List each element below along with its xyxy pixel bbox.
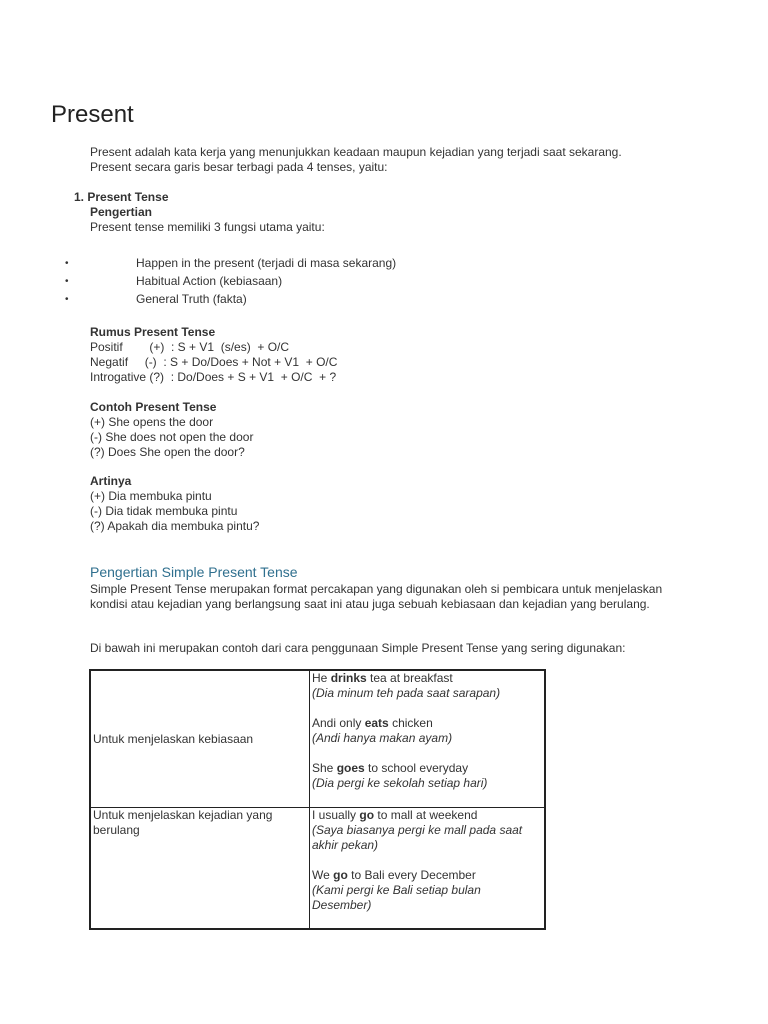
example-sentence: He drinks tea at breakfast: [312, 671, 453, 685]
list-item: [0, 256, 768, 274]
section-title-simple-present: Pengertian Simple Present Tense: [90, 564, 298, 580]
table-row: [90, 808, 545, 930]
present-tense-description: Present tense memiliki 3 fungsi utama yaitu:: [90, 220, 325, 234]
simple-present-paragraph: Simple Present Tense merupakan format percakapan yang digunakan oleh si pembicara untuk menjelaskan kondisi atau kejadian yang berlangsung saat ini atau juga sebuah kebiasaan dan kejadian yang berulang.: [90, 582, 663, 611]
usage-intro-paragraph: Di bawah ini merupakan contoh dari cara penggunaan Simple Present Tense yang sering digunakan:: [90, 641, 626, 655]
intro-line-1: Present adalah kata kerja yang menunjukkan keadaan maupun kejadian yang terjadi saat sekarang.: [90, 145, 622, 159]
table-cell-label: [90, 670, 310, 808]
row-label: Untuk menjelaskan kejadian yang berulang: [93, 808, 273, 837]
usage-table: [89, 669, 546, 930]
contoh-line: (-) She does not open the door: [90, 430, 254, 444]
rumus-introgative: Introgative (?) : Do/Does + S + V1 + O/C + ?: [90, 370, 337, 384]
section-heading-present-tense: 1. Present Tense: [74, 190, 169, 204]
artinya-line: (+) Dia membuka pintu: [90, 489, 212, 503]
example-translation: (Dia pergi ke sekolah setiap hari): [312, 776, 488, 790]
table-cell-examples: [310, 670, 546, 808]
list-item: [0, 292, 768, 310]
example-sentence: We go to Bali every December: [312, 868, 476, 882]
table-cell-label: [90, 808, 310, 930]
example-translation: (Kami pergi ke Bali setiap bulan Desember): [312, 883, 481, 912]
bullet-icon: •: [65, 258, 69, 269]
example-translation: (Saya biasanya pergi ke mall pada saat akhir pekan): [312, 823, 523, 852]
artinya-line: (-) Dia tidak membuka pintu: [90, 504, 238, 518]
subheading-pengertian: Pengertian: [90, 205, 153, 219]
rumus-negatif: Negatif (-) : S + Do/Does + Not + V1 + O/C: [90, 355, 338, 369]
example-translation: (Dia minum teh pada saat sarapan): [312, 686, 501, 700]
artinya-title: Artinya: [90, 474, 132, 488]
list-item-text: Happen in the present (terjadi di masa sekarang): [136, 256, 397, 270]
bullet-icon: •: [65, 294, 69, 305]
row-label: Untuk menjelaskan kebiasaan: [93, 731, 254, 746]
contoh-line: (+) She opens the door: [90, 415, 214, 429]
intro-line-2: Present secara garis besar terbagi pada 4 tenses, yaitu:: [90, 160, 388, 174]
artinya-line: (?) Apakah dia membuka pintu?: [90, 519, 260, 533]
rumus-title: Rumus Present Tense: [90, 325, 216, 339]
rumus-positif: Positif (+) : S + V1 (s/es) + O/C: [90, 340, 290, 354]
table-row: [90, 670, 545, 808]
example-sentence: She goes to school everyday: [312, 761, 469, 775]
page-title: Present: [51, 101, 134, 128]
contoh-line: (?) Does She open the door?: [90, 445, 245, 459]
example-sentence: I usually go to mall at weekend: [312, 808, 478, 822]
bullet-icon: •: [65, 276, 69, 287]
list-item-text: Habitual Action (kebiasaan): [136, 274, 283, 288]
example-translation: (Andi hanya makan ayam): [312, 731, 453, 745]
example-sentence: Andi only eats chicken: [312, 716, 433, 730]
list-item-text: General Truth (fakta): [136, 292, 247, 306]
list-item: [0, 274, 768, 292]
table-cell-examples: [310, 808, 546, 930]
contoh-title: Contoh Present Tense: [90, 400, 217, 414]
